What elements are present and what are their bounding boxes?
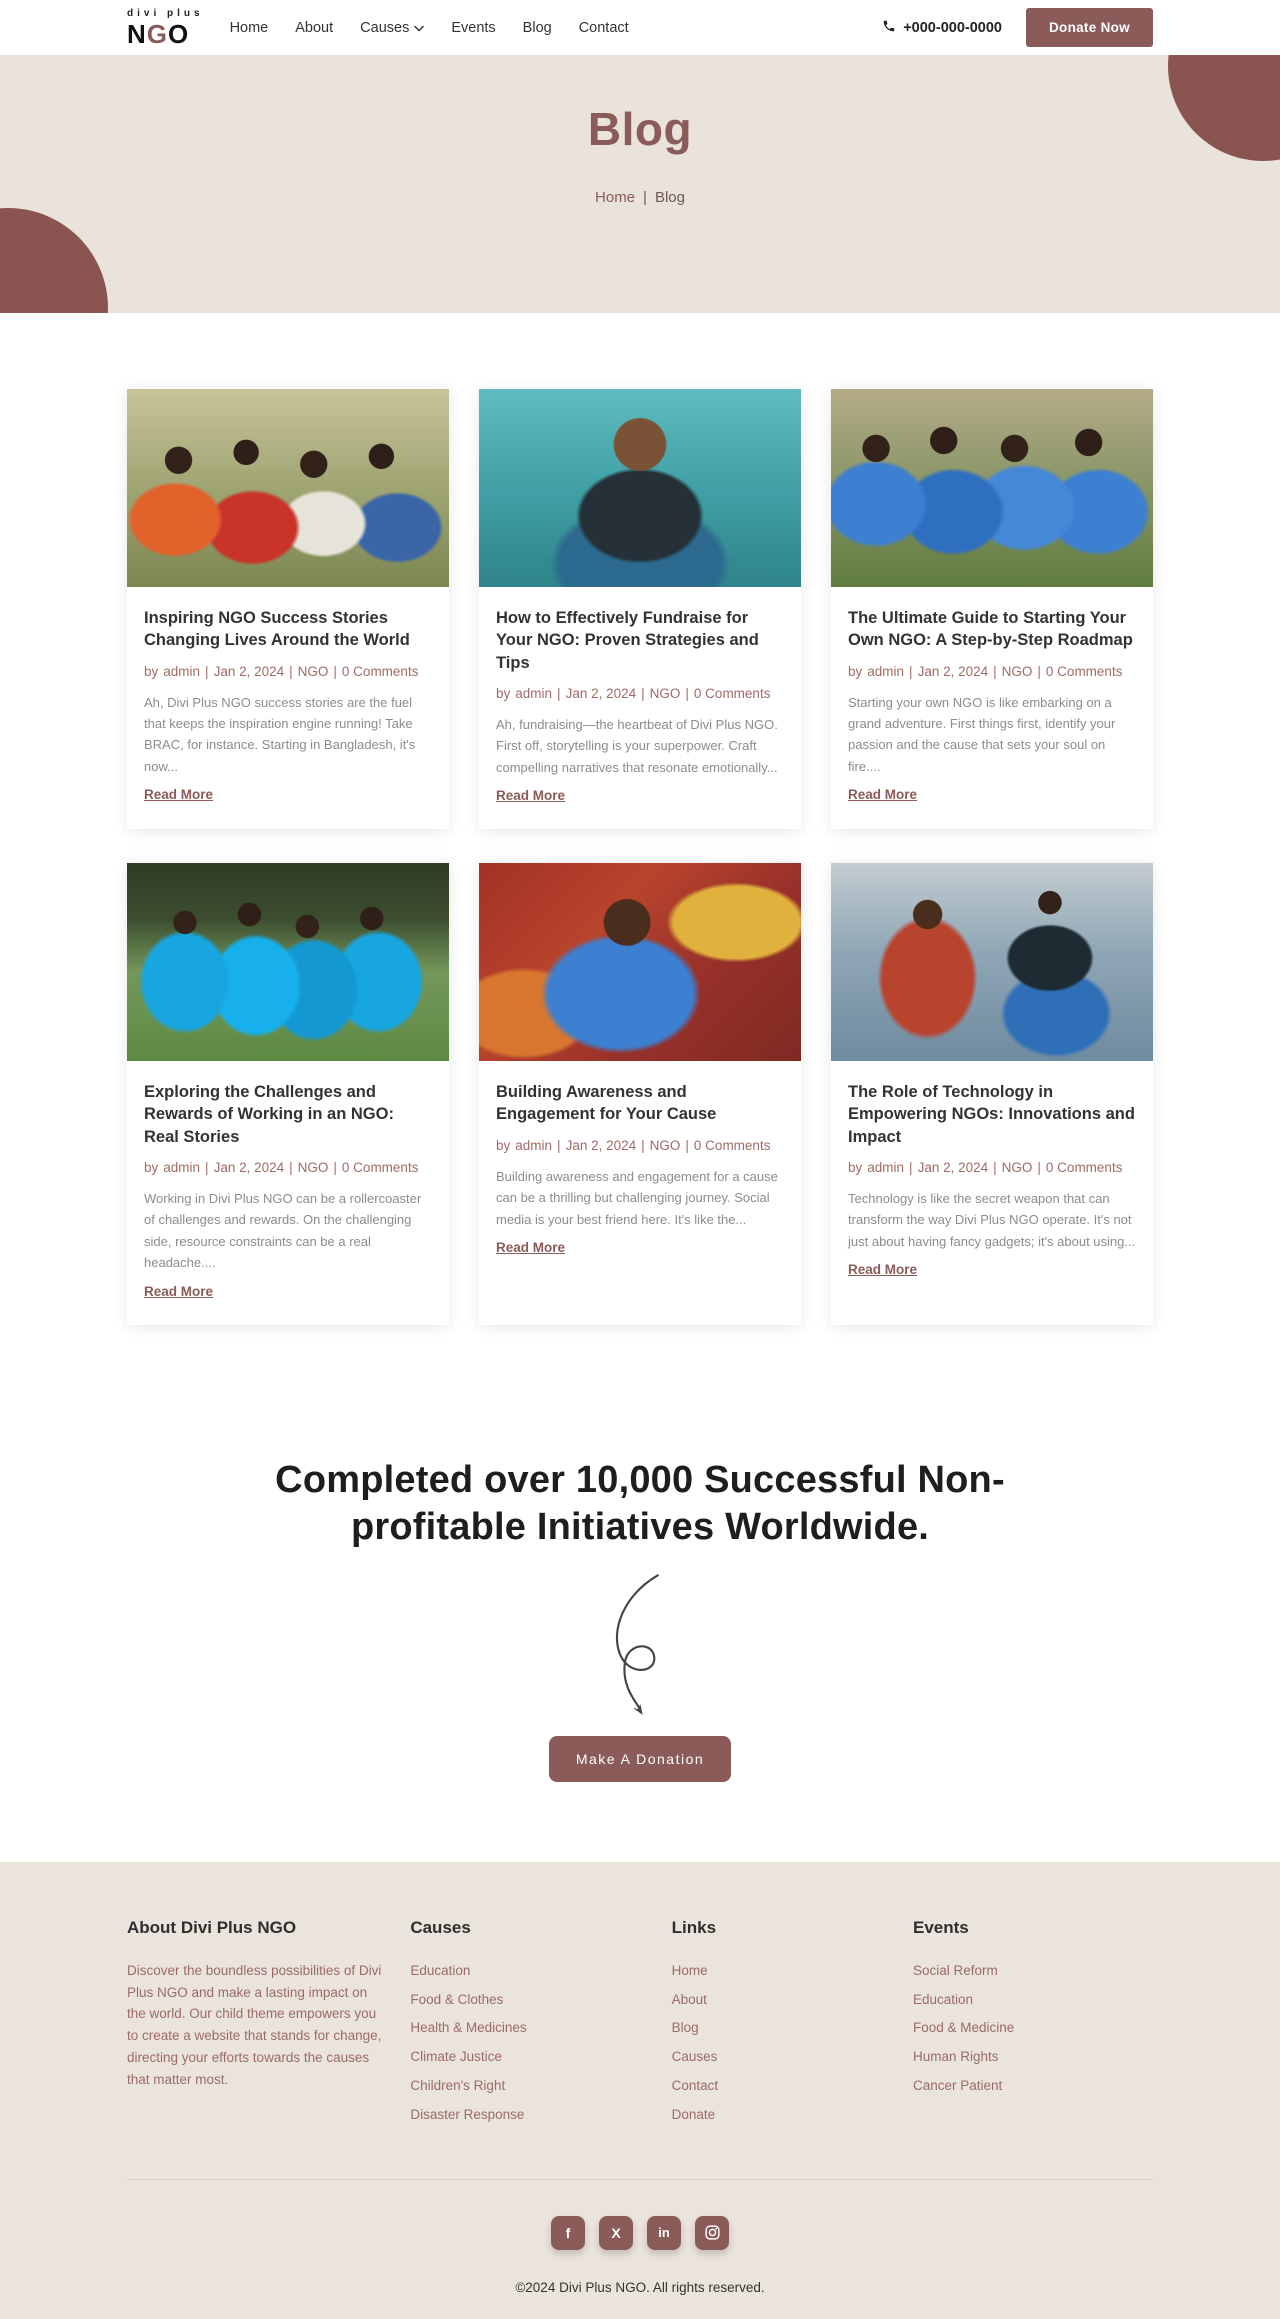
footer-events-column <box>913 1918 1153 2133</box>
footer-about-heading: About Divi Plus NGO <box>127 1917 297 1937</box>
nav-item-blog[interactable]: Blog <box>522 19 552 36</box>
comments-link[interactable]: 0 Comments <box>693 685 771 701</box>
page-title: Blog <box>587 103 693 155</box>
phone-icon <box>882 19 896 37</box>
post-card <box>831 863 1153 1325</box>
site-logo[interactable] <box>127 9 204 47</box>
comments-link[interactable]: 0 Comments <box>341 663 419 679</box>
footer-link-childrens-right[interactable]: Children's Right <box>410 2078 506 2094</box>
x-twitter-icon[interactable]: X <box>599 2216 633 2250</box>
author-link[interactable]: admin <box>163 1159 201 1175</box>
footer-divider <box>127 2179 1153 2180</box>
footer-link-about[interactable]: About <box>671 1991 707 2007</box>
category-link[interactable]: NGO <box>297 1159 329 1175</box>
footer-events-heading: Events <box>912 1917 969 1937</box>
post-card <box>127 863 449 1325</box>
post-image-volunteers-in-blue-tshirts[interactable] <box>127 863 449 1061</box>
footer-link-causes[interactable]: Causes <box>671 2049 718 2065</box>
breadcrumb-separator: | <box>643 189 647 206</box>
post-meta: by admin | Jan 2, 2024 | NGO | 0 Comments <box>496 1137 771 1153</box>
page-hero <box>0 55 1280 313</box>
post-meta: by admin | Jan 2, 2024 | NGO | 0 Comments <box>848 1159 1123 1175</box>
logo-ngo: NGO <box>127 18 190 49</box>
category-link[interactable]: NGO <box>649 685 681 701</box>
author-link[interactable]: admin <box>867 663 905 679</box>
post-title[interactable]: How to Effectively Fundraise for Your NGO: Proven Strategies and Tips <box>496 609 759 672</box>
site-header <box>0 0 1280 55</box>
footer-link-food-clothes[interactable]: Food & Clothes <box>410 1991 504 2007</box>
post-title[interactable]: The Ultimate Guide to Starting Your Own NGO: A Step-by-Step Roadmap <box>848 609 1133 650</box>
post-title[interactable]: The Role of Technology in Empowering NGOs: Innovations and Impact <box>848 1083 1135 1146</box>
post-excerpt: Technology is like the secret weapon that can transform the way Divi Plus NGO operate. It's not just about having fancy gadgets; it's about using... <box>848 1190 1136 1249</box>
footer-about-text: Discover the boundless possibilities of Divi Plus NGO and make a lasting impact on the world. Our child theme empowers you to create a website that stands for change, directing your efforts towards the causes that matter most. <box>127 1962 382 2087</box>
nav-item-events[interactable]: Events <box>451 19 496 36</box>
post-image-children-with-tablet[interactable] <box>831 863 1153 1061</box>
read-more-link[interactable]: Read More <box>848 1262 918 1278</box>
phone-link[interactable] <box>882 19 1002 37</box>
nav-item-home[interactable]: Home <box>229 19 269 36</box>
post-date: Jan 2, 2024 <box>213 1159 285 1175</box>
post-title[interactable]: Inspiring NGO Success Stories Changing Lives Around the World <box>144 609 410 650</box>
footer-link-food-medicine[interactable]: Food & Medicine <box>912 2020 1015 2036</box>
post-image-children-sitting-outdoors[interactable] <box>127 389 449 587</box>
footer-link-health-medicines[interactable]: Health & Medicines <box>410 2020 527 2036</box>
comments-link[interactable]: 0 Comments <box>693 1137 771 1153</box>
post-meta: by admin | Jan 2, 2024 | NGO | 0 Comments <box>144 1159 419 1175</box>
post-title[interactable]: Building Awareness and Engagement for Your Cause <box>496 1083 717 1124</box>
category-link[interactable]: NGO <box>649 1137 681 1153</box>
category-link[interactable]: NGO <box>1001 663 1033 679</box>
post-card <box>831 389 1153 829</box>
post-excerpt: Ah, fundraising—the heartbeat of Divi Plus NGO. First off, storytelling is your superpower. Craft compelling narratives that resonate emotionally... <box>496 716 778 775</box>
post-card <box>127 389 449 829</box>
post-card <box>479 863 801 1325</box>
breadcrumb-current: Blog <box>654 189 685 206</box>
footer-link-human-rights[interactable]: Human Rights <box>912 2049 999 2065</box>
cta-heading: Completed over 10,000 Successful Non-profitable Initiatives Worldwide. <box>275 1458 1005 1549</box>
linkedin-icon[interactable]: in <box>647 2216 681 2250</box>
footer-link-blog[interactable]: Blog <box>671 2020 699 2036</box>
footer-link-social-reform[interactable]: Social Reform <box>912 1962 998 1978</box>
social-links <box>127 2216 1153 2250</box>
phone-number: +000-000-0000 <box>903 19 1002 36</box>
post-date: Jan 2, 2024 <box>565 1137 637 1153</box>
nav-item-causes[interactable]: Causes <box>360 20 424 36</box>
footer-link-climate-justice[interactable]: Climate Justice <box>410 2049 502 2065</box>
post-image-smiling-boy-holding-slate[interactable] <box>479 389 801 587</box>
breadcrumb <box>0 189 1280 206</box>
post-card <box>479 389 801 829</box>
logo-tagline: divi plus <box>127 7 204 19</box>
facebook-icon[interactable]: f <box>551 2216 585 2250</box>
arrow-doodle-icon <box>585 1570 695 1730</box>
chevron-down-icon <box>414 20 424 36</box>
category-link[interactable]: NGO <box>297 663 329 679</box>
read-more-link[interactable]: Read More <box>144 787 214 803</box>
post-excerpt: Building awareness and engagement for a cause can be a thrilling but challenging journey. Social media is your best friend here. It's like the... <box>496 1168 778 1227</box>
make-a-donation-button[interactable]: Make A Donation <box>549 1736 731 1782</box>
footer-link-cancer-patient[interactable]: Cancer Patient <box>912 2078 1003 2094</box>
read-more-link[interactable]: Read More <box>496 1239 566 1255</box>
read-more-link[interactable]: Read More <box>144 1283 214 1299</box>
donation-cta-section <box>0 1325 1280 1862</box>
post-excerpt: Working in Divi Plus NGO can be a rollercoaster of challenges and rewards. On the challenging side, resource constraints can be a real headache.... <box>144 1190 422 1271</box>
posts-grid <box>127 389 1153 1325</box>
category-link[interactable]: NGO <box>1001 1159 1033 1175</box>
post-date: Jan 2, 2024 <box>565 685 637 701</box>
footer-link-home[interactable]: Home <box>671 1962 708 1978</box>
read-more-link[interactable]: Read More <box>496 788 566 804</box>
footer-link-contact[interactable]: Contact <box>671 2078 719 2094</box>
nav-item-about[interactable]: About <box>295 19 334 36</box>
breadcrumb-home-link[interactable]: Home <box>595 189 636 206</box>
post-date: Jan 2, 2024 <box>917 1159 989 1175</box>
footer-causes-column <box>410 1918 646 2133</box>
comments-link[interactable]: 0 Comments <box>1045 663 1123 679</box>
main-navigation <box>230 20 629 36</box>
footer-links-column <box>672 1918 888 2133</box>
author-link[interactable]: admin <box>867 1159 905 1175</box>
footer-about-column <box>127 1918 385 2133</box>
author-link[interactable]: admin <box>515 1137 553 1153</box>
post-date: Jan 2, 2024 <box>213 663 285 679</box>
instagram-icon[interactable] <box>695 2216 729 2250</box>
comments-link[interactable]: 0 Comments <box>341 1159 419 1175</box>
footer-links-heading: Links <box>671 1917 717 1937</box>
donate-now-button[interactable]: Donate Now <box>1026 8 1153 47</box>
comments-link[interactable]: 0 Comments <box>1045 1159 1123 1175</box>
post-image-child-with-books[interactable] <box>479 863 801 1061</box>
post-meta: by admin | Jan 2, 2024 | NGO | 0 Comments <box>848 663 1123 679</box>
site-footer <box>0 1862 1280 2319</box>
author-link[interactable]: admin <box>163 663 201 679</box>
post-excerpt: Ah, Divi Plus NGO success stories are the fuel that keeps the inspiration engine running! Take BRAC, for instance. Starting in Bangladesh, it's now... <box>144 694 416 774</box>
author-link[interactable]: admin <box>515 685 553 701</box>
nav-item-contact[interactable]: Contact <box>578 19 629 36</box>
footer-link-disaster-response[interactable]: Disaster Response <box>410 2106 525 2122</box>
post-meta: by admin | Jan 2, 2024 | NGO | 0 Comments <box>496 685 771 701</box>
footer-link-donate[interactable]: Donate <box>671 2106 716 2122</box>
decorative-circle-bottom-left <box>0 208 108 313</box>
post-meta: by admin | Jan 2, 2024 | NGO | 0 Comments <box>144 663 419 679</box>
post-title[interactable]: Exploring the Challenges and Rewards of Working in an NGO: Real Stories <box>144 1083 394 1146</box>
footer-link-education[interactable]: Education <box>410 1962 471 1978</box>
copyright-text: ©2024 Divi Plus NGO. All rights reserved. <box>515 2279 765 2295</box>
footer-causes-heading: Causes <box>410 1917 471 1937</box>
read-more-link[interactable]: Read More <box>848 787 918 803</box>
post-excerpt: Starting your own NGO is like embarking on a grand adventure. First things first, identify your passion and the cause that sets your soul on fire.... <box>848 694 1116 774</box>
blog-posts-section <box>0 313 1280 1862</box>
footer-link-education-event[interactable]: Education <box>912 1991 974 2007</box>
post-image-children-in-blue-shirts[interactable] <box>831 389 1153 587</box>
post-date: Jan 2, 2024 <box>917 663 989 679</box>
